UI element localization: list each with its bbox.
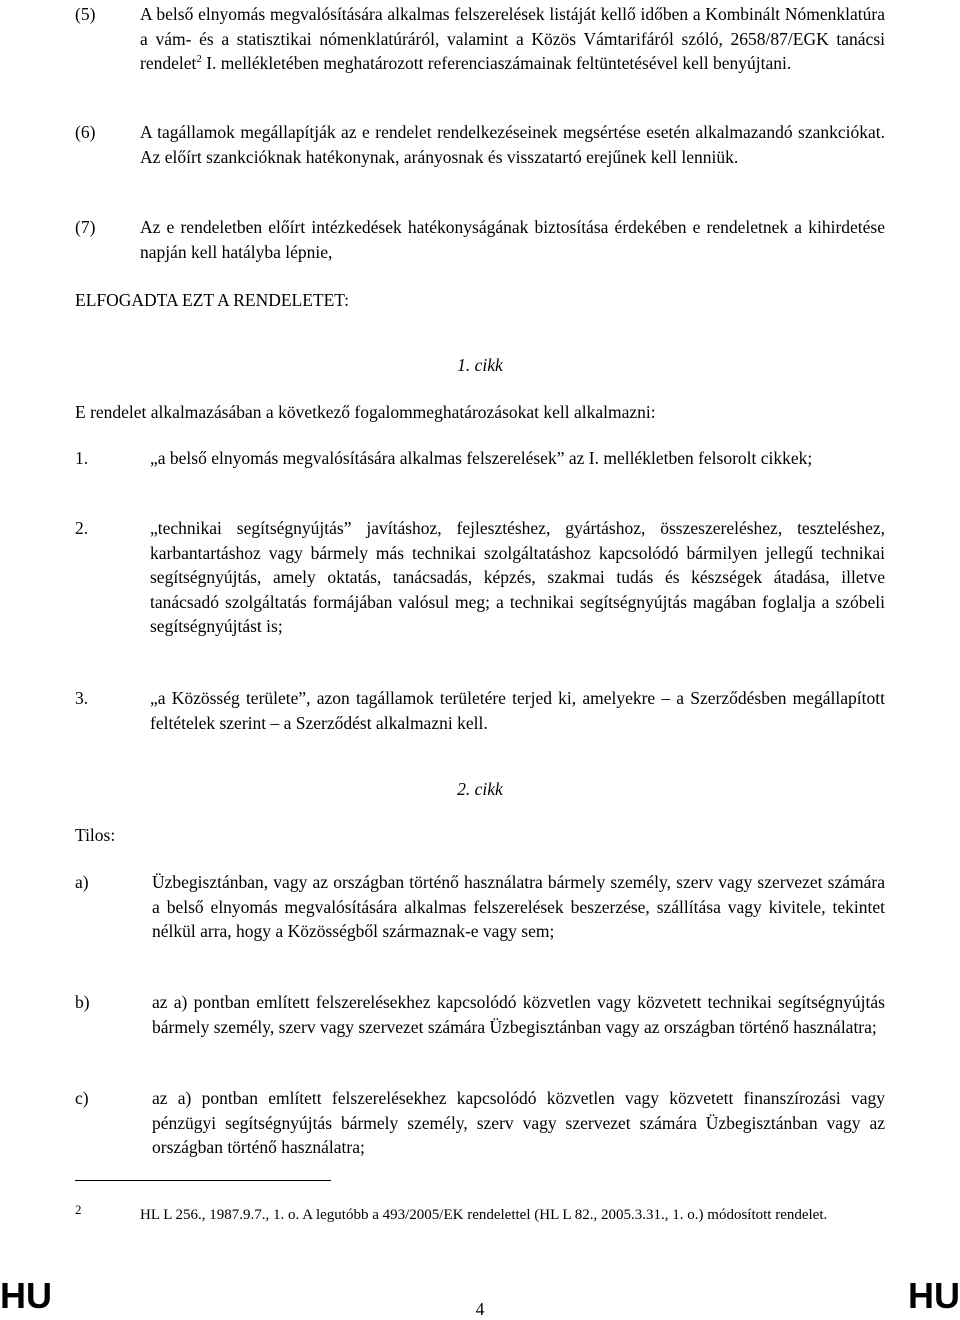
paragraph-text: A tagállamok megállapítják az e rendelet rendelkezéseinek megsértése esetén alkalmazandó szankciókat. Az előírt szankcióknak hatékonynak, arányosnak és visszatartó erejűnek kell lenniük. — [140, 122, 885, 167]
footer-language-right: HU — [908, 1275, 960, 1316]
item-number: b) — [75, 992, 90, 1012]
footnote-text: HL L 256., 1987.9.7., 1. o. A legutóbb a 493/2005/EK rendelettel (HL L 82., 2005.3.31., 1. o.) módosított rendelet. — [140, 1207, 828, 1223]
article-1-title: 1. cikk — [457, 355, 503, 375]
footnote-number: 2 — [75, 1202, 82, 1217]
paragraph-5 — [75, 2, 885, 76]
definition-item-3 — [75, 686, 885, 735]
definition-item-1 — [75, 446, 885, 471]
definition-item-2 — [75, 516, 885, 639]
prohibition-item-b — [75, 990, 885, 1039]
footer-language-left: HU — [0, 1275, 52, 1316]
paragraph-7 — [75, 215, 885, 264]
paragraph-number: (5) — [75, 4, 96, 24]
article-2-intro: Tilos: — [75, 825, 116, 845]
footnote-reference[interactable]: 2 — [196, 53, 202, 66]
item-number: a) — [75, 872, 89, 892]
item-text: az a) pontban említett felszerelésekhez kapcsolódó közvetlen vagy közvetett finanszírozási vagy pénzügyi segítségnyújtás bármely személy, szerv vagy szervezet számára Üzbegisztánban vagy az országban történő használatra; — [152, 1088, 885, 1157]
item-text: Üzbegisztánban, vagy az országban történő használatra bármely személy, szerv vagy szervezet számára a belső elnyomás megvalósítására alkalmas felszerelések beszerzése, szállítása vagy kivitele, tekintet nélkül arra, hogy a Közösségből származnak-e vagy sem; — [152, 872, 885, 941]
item-text: „a Közösség területe”, azon tagállamok területére terjed ki, amelyekre – a Szerződésben megállapított feltételek szerint – a Szerződést alkalmazni kell. — [150, 688, 885, 733]
page-number: 4 — [475, 1299, 485, 1319]
item-number: 2. — [75, 518, 89, 538]
paragraph-text-part: I. mellékletében meghatározott referenciaszámainak feltüntetésével kell benyújtani. — [201, 53, 792, 73]
item-number: 1. — [75, 448, 89, 468]
prohibition-item-c — [75, 1086, 885, 1160]
paragraph-number: (6) — [75, 122, 96, 142]
paragraph-text-part: A belső elnyomás megvalósítására alkalmas felszerelések listáját kellő időben a Kombinált Nómenklatúra a vám- és a statisztikai nómenklatúráról, valamint a Közös Vámtarifáról szóló, 2658/87/EGK tanácsi rendelet — [140, 4, 885, 73]
paragraph-text: Az e rendeletben előírt intézkedések hatékonyságának biztosítása érdekében e rendeletnek a kihirdetése napján kell hatályba lépnie, — [140, 217, 885, 262]
adopted-statement: ELFOGADTA EZT A RENDELETET: — [75, 290, 349, 310]
article-1-intro: E rendelet alkalmazásában a következő fogalommeghatározásokat kell alkalmazni: — [75, 402, 656, 422]
footnote-separator — [75, 1180, 331, 1181]
prohibition-item-a — [75, 870, 885, 944]
item-text: „technikai segítségnyújtás” javításhoz, fejlesztéshez, gyártáshoz, összeszereléshez, teszteléshez, karbantartáshoz vagy bármely más technikai szolgáltatáshoz kapcsolódó bármilyen jellegű technikai segítségnyújtás, amely oktatás, tanácsadás, képzés, szakmai tudás és készségek átadása, illetve tanácsadó szolgáltatás formájában valósul meg; a technikai segítségnyújtás magában foglalja a szóbeli segítségnyújtást is; — [150, 518, 885, 636]
article-2-title: 2. cikk — [457, 779, 503, 799]
item-number: 3. — [75, 688, 89, 708]
item-text: az a) pontban említett felszerelésekhez kapcsolódó közvetlen vagy közvetett technikai segítségnyújtás bármely személy, szerv vagy szervezet számára Üzbegisztánban vagy az országban történő használatra; — [152, 992, 885, 1037]
item-number: c) — [75, 1088, 89, 1108]
paragraph-6 — [75, 120, 885, 169]
item-text: „a belső elnyomás megvalósítására alkalmas felszerelések” az I. mellékletben felsorolt cikkek; — [150, 448, 813, 468]
paragraph-number: (7) — [75, 217, 96, 237]
paragraph-text — [140, 2, 885, 76]
